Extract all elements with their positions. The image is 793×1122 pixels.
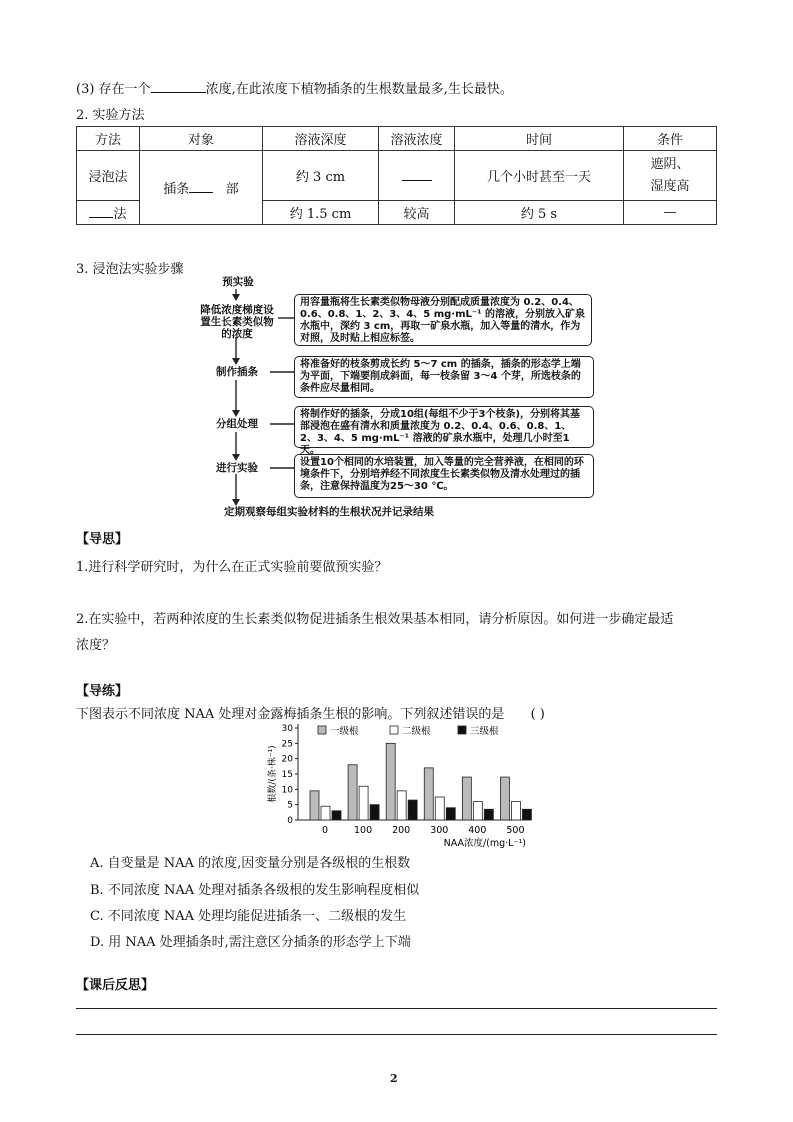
th-conc: 溶液浓度 xyxy=(379,127,455,151)
legend-label: 三级根 xyxy=(470,726,499,737)
x-tick-label: 300 xyxy=(430,825,449,836)
flow-step-4: 进行实验 xyxy=(216,462,258,474)
answer-blank[interactable] xyxy=(151,79,206,93)
bar-二级根 xyxy=(473,802,482,820)
daolian-question xyxy=(76,703,545,722)
bar-三级根 xyxy=(446,808,455,820)
legend-swatch xyxy=(318,726,326,734)
legend-label: 二级根 xyxy=(402,726,431,737)
y-axis-label: 根数/(条·株⁻¹) xyxy=(268,745,278,803)
option-c[interactable]: C. 不同浓度 NAA 处理均能促进插条一、二级根的发生 xyxy=(90,909,407,924)
answer-line-1[interactable] xyxy=(76,1008,717,1009)
x-tick-label: 0 xyxy=(321,825,329,836)
bar-二级根 xyxy=(359,786,368,820)
cell-method: 浸泡法 xyxy=(77,151,140,201)
th-object: 对象 xyxy=(140,127,263,151)
x-tick-label: 100 xyxy=(354,825,373,836)
th-time: 时间 xyxy=(455,127,624,151)
root-count-bar-chart xyxy=(262,722,552,852)
option-a[interactable]: A. 自变量是 NAA 的浓度,因变量分别是各级根的生根数 xyxy=(90,856,411,871)
item-3-prefix: (3) 存在一个 xyxy=(76,82,151,97)
daosi-question-2-line-2: 浓度？ xyxy=(76,638,116,653)
flow-box-2: 将准备好的枝条剪成长约 5～7 cm 的插条，插条的形态学上端为平面，下端要削成斜面，每一枝条留 3～4 个芽，所选枝条的条件应尽量相同。 xyxy=(294,356,594,398)
option-b[interactable]: B. 不同浓度 NAA 处理对插条各级根的发生影响程度相似 xyxy=(90,883,420,898)
flow-box-3: 将制作好的插条，分成10组(每组不少于3个枝条)，分别将其基部浸泡在盛有清水和质量浓度为 0.2、0.4、0.6、0.8、1、2、3、4、5 mg·mL⁻¹ 溶液的矿泉水瓶中，处理几小时至1天。 xyxy=(294,406,594,448)
section-2-title: 2. 实验方法 xyxy=(76,108,145,123)
answer-paren[interactable]: ( ) xyxy=(530,707,545,722)
flow-end: 定期观察每组实验材料的生根状况并记录结果 xyxy=(224,506,434,518)
flow-step-2: 制作插条 xyxy=(216,366,258,378)
x-tick-label: 400 xyxy=(468,825,487,836)
flowchart xyxy=(196,276,606,518)
x-axis-label: NAA浓度/(mg·L⁻¹) xyxy=(443,838,526,849)
bar-三级根 xyxy=(370,805,379,820)
cell-object xyxy=(140,151,263,225)
cell-conc xyxy=(379,151,455,201)
y-tick-label: 0 xyxy=(287,816,293,826)
answer-blank[interactable] xyxy=(189,179,213,193)
bar-三级根 xyxy=(484,809,493,820)
method-table xyxy=(76,126,717,225)
bar-一级根 xyxy=(386,743,395,820)
bar-二级根 xyxy=(435,797,444,820)
legend-swatch xyxy=(458,726,466,734)
method-suffix: 法 xyxy=(113,207,127,222)
daolian-heading: 【导练】 xyxy=(76,684,129,699)
y-tick-label: 30 xyxy=(281,724,293,734)
item-3 xyxy=(76,78,513,97)
option-d[interactable]: D. 用 NAA 处理插条时,需注意区分插条的形态学上下端 xyxy=(90,935,411,950)
flow-box-1: 用容量瓶将生长素类似物母液分别配成质量浓度为 0.2、0.4、0.6、0.8、1、2、3、4、5 mg·mL⁻¹ 的溶液，分别放入矿泉水瓶中，深约 3 cm，再取一矿泉水瓶，加入等量的清水，作为对照，及时贴上相应标签。 xyxy=(294,294,592,346)
cell-method xyxy=(77,201,140,225)
cond-line-2: 湿度高 xyxy=(650,178,690,194)
y-tick-label: 5 xyxy=(287,800,293,811)
cell-cond: — xyxy=(624,201,717,225)
cell-depth: 约 1.5 cm xyxy=(263,201,379,225)
flow-step-3: 分组处理 xyxy=(216,418,258,430)
bar-三级根 xyxy=(522,809,531,820)
bar-三级根 xyxy=(408,800,417,820)
item-3-suffix: 浓度,在此浓度下植物插条的生根数量最多,生长最快。 xyxy=(205,82,513,97)
daosi-heading: 【导思】 xyxy=(76,532,129,547)
legend-label: 一级根 xyxy=(330,726,359,737)
answer-blank[interactable] xyxy=(89,204,113,218)
answer-blank[interactable] xyxy=(402,167,432,181)
bar-一级根 xyxy=(424,768,433,820)
cell-time: 几个小时甚至一天 xyxy=(455,151,624,201)
object-prefix: 插条 xyxy=(163,182,190,197)
answer-line-2[interactable] xyxy=(76,1034,717,1035)
object-suffix: 部 xyxy=(225,182,239,197)
y-tick-label: 15 xyxy=(281,770,293,780)
y-tick-label: 20 xyxy=(281,754,293,765)
bar-一级根 xyxy=(500,777,509,820)
cell-time: 约 5 s xyxy=(455,201,624,225)
table-row xyxy=(77,151,717,201)
daosi-question-2-line-1: 2.在实验中，若两种浓度的生长素类似物促进插条生根效果基本相同，请分析原因。如何进一步确定最适 xyxy=(76,612,674,627)
flow-box-4: 设置10个相同的水培装置，加入等量的完全营养液，在相同的环境条件下，分别培养经不同浓度生长素类似物及清水处理过的插条，注意保持温度为25～30 ℃。 xyxy=(294,454,594,498)
reflect-heading: 【课后反思】 xyxy=(76,978,155,993)
x-tick-label: 200 xyxy=(392,825,411,836)
bar-二级根 xyxy=(397,791,406,820)
cond-line-1: 遮阴、 xyxy=(650,156,690,172)
section-3-title: 3. 浸泡法实验步骤 xyxy=(76,262,184,277)
bar-二级根 xyxy=(511,802,520,820)
page-number: 2 xyxy=(390,1072,398,1085)
bar-三级根 xyxy=(332,811,341,820)
legend-swatch xyxy=(390,726,398,734)
th-depth: 溶液深度 xyxy=(263,127,379,151)
cell-depth: 约 3 cm xyxy=(263,151,379,201)
cell-conc: 较高 xyxy=(379,201,455,225)
th-cond: 条件 xyxy=(624,127,717,151)
th-method: 方法 xyxy=(77,127,140,151)
cell-cond xyxy=(624,151,717,201)
question-text: 下图表示不同浓度 NAA 处理对金露梅插条生根的影响。下列叙述错误的是 xyxy=(76,707,505,722)
y-tick-label: 25 xyxy=(281,739,293,750)
flow-step-1: 降低浓度梯度设置生长素类似物的浓度 xyxy=(200,304,274,340)
flow-start: 预实验 xyxy=(222,276,254,288)
daosi-question-1: 1.进行科学研究时，为什么在正式实验前要做预实验？ xyxy=(76,560,388,575)
y-tick-label: 10 xyxy=(281,785,293,796)
bar-二级根 xyxy=(321,806,330,820)
bar-一级根 xyxy=(310,791,319,820)
bar-一级根 xyxy=(348,765,357,820)
table-header-row xyxy=(77,127,717,151)
bar-一级根 xyxy=(462,777,471,820)
x-tick-label: 500 xyxy=(506,825,525,836)
